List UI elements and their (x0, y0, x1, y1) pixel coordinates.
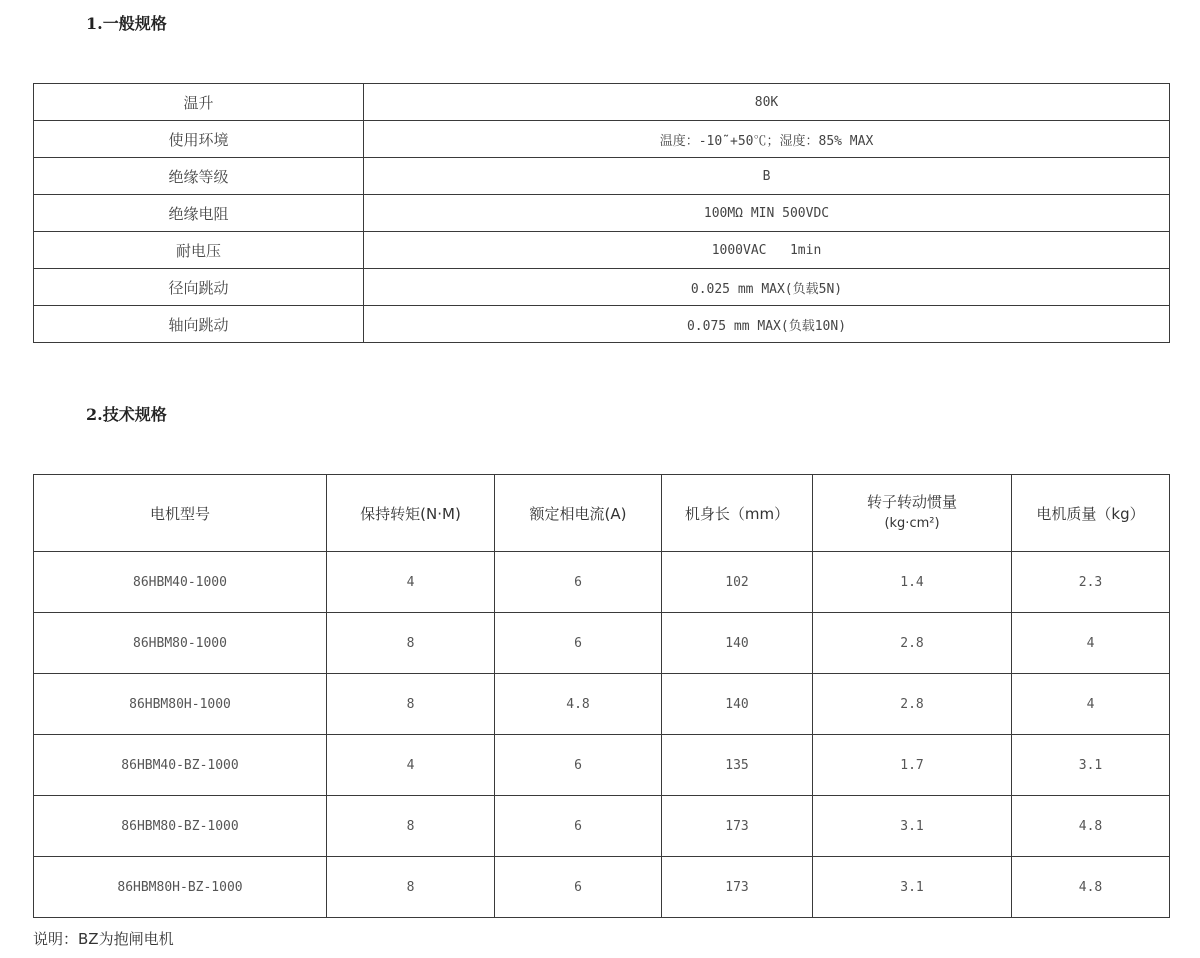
cell-body-length: 102 (662, 552, 813, 613)
table-row (34, 269, 1170, 306)
section-title-tech-spec: 2.技术规格 (86, 405, 167, 424)
spec-value: 100MΩ MIN 500VDC (364, 195, 1170, 232)
cell-motor-mass: 4.8 (1012, 857, 1170, 918)
spec-label: 耐电压 (34, 232, 364, 269)
header-rotor-inertia-label: 转子转动惯量 (866, 493, 957, 511)
spec-label: 轴向跳动 (34, 306, 364, 343)
spec-label: 绝缘等级 (34, 158, 364, 195)
cell-holding-torque: 8 (327, 796, 495, 857)
spec-value: B (364, 158, 1170, 195)
cell-rotor-inertia: 3.1 (813, 857, 1012, 918)
table-row (34, 857, 1170, 918)
spec-value: 0.075 mm MAX(负载10N) (364, 306, 1170, 343)
cell-rated-current: 4.8 (495, 674, 662, 735)
cell-motor-mass: 4.8 (1012, 796, 1170, 857)
table-row (34, 552, 1170, 613)
cell-body-length: 173 (662, 796, 813, 857)
cell-rated-current: 6 (495, 796, 662, 857)
cell-rotor-inertia: 2.8 (813, 613, 1012, 674)
cell-motor-mass: 2.3 (1012, 552, 1170, 613)
table-header-row (34, 475, 1170, 552)
table-row (34, 796, 1170, 857)
table-row (34, 121, 1170, 158)
header-model: 电机型号 (34, 475, 327, 552)
table-row (34, 158, 1170, 195)
tech-spec-table (33, 474, 1170, 918)
table-row (34, 735, 1170, 796)
spec-label: 使用环境 (34, 121, 364, 158)
cell-holding-torque: 8 (327, 857, 495, 918)
table-row (34, 306, 1170, 343)
table-row (34, 84, 1170, 121)
cell-body-length: 135 (662, 735, 813, 796)
table-row (34, 232, 1170, 269)
cell-motor-mass: 3.1 (1012, 735, 1170, 796)
cell-body-length: 140 (662, 674, 813, 735)
cell-rated-current: 6 (495, 857, 662, 918)
table-row (34, 195, 1170, 232)
spec-value: 80K (364, 84, 1170, 121)
cell-model: 86HBM80-1000 (34, 613, 327, 674)
cell-model: 86HBM40-BZ-1000 (34, 735, 327, 796)
spec-value: 0.025 mm MAX(负载5N) (364, 269, 1170, 306)
cell-holding-torque: 4 (327, 552, 495, 613)
header-rated-current: 额定相电流(A) (495, 475, 662, 552)
header-motor-mass: 电机质量（kg） (1012, 475, 1170, 552)
cell-rotor-inertia: 3.1 (813, 796, 1012, 857)
header-rotor-inertia (813, 475, 1012, 552)
footnote: 说明：BZ为抱闸电机 (33, 930, 174, 948)
cell-model: 86HBM80H-BZ-1000 (34, 857, 327, 918)
cell-model: 86HBM40-1000 (34, 552, 327, 613)
section-title-general-spec: 1.一般规格 (86, 14, 167, 33)
table-row (34, 674, 1170, 735)
spec-value: 1000VAC 1min (364, 232, 1170, 269)
cell-body-length: 140 (662, 613, 813, 674)
header-holding-torque: 保持转矩(N·M) (327, 475, 495, 552)
table-row (34, 613, 1170, 674)
cell-model: 86HBM80-BZ-1000 (34, 796, 327, 857)
cell-holding-torque: 4 (327, 735, 495, 796)
cell-holding-torque: 8 (327, 613, 495, 674)
cell-rotor-inertia: 1.7 (813, 735, 1012, 796)
header-rotor-inertia-unit: (kg·cm²) (884, 516, 940, 531)
cell-rated-current: 6 (495, 552, 662, 613)
cell-rated-current: 6 (495, 613, 662, 674)
cell-model: 86HBM80H-1000 (34, 674, 327, 735)
spec-label: 径向跳动 (34, 269, 364, 306)
cell-body-length: 173 (662, 857, 813, 918)
cell-motor-mass: 4 (1012, 674, 1170, 735)
spec-label: 温升 (34, 84, 364, 121)
cell-motor-mass: 4 (1012, 613, 1170, 674)
header-body-length: 机身长（mm） (662, 475, 813, 552)
cell-rotor-inertia: 2.8 (813, 674, 1012, 735)
spec-value: 温度：-10˜+50℃；湿度：85% MAX (364, 121, 1170, 158)
cell-holding-torque: 8 (327, 674, 495, 735)
spec-label: 绝缘电阻 (34, 195, 364, 232)
general-spec-table (33, 83, 1170, 343)
cell-rotor-inertia: 1.4 (813, 552, 1012, 613)
cell-rated-current: 6 (495, 735, 662, 796)
